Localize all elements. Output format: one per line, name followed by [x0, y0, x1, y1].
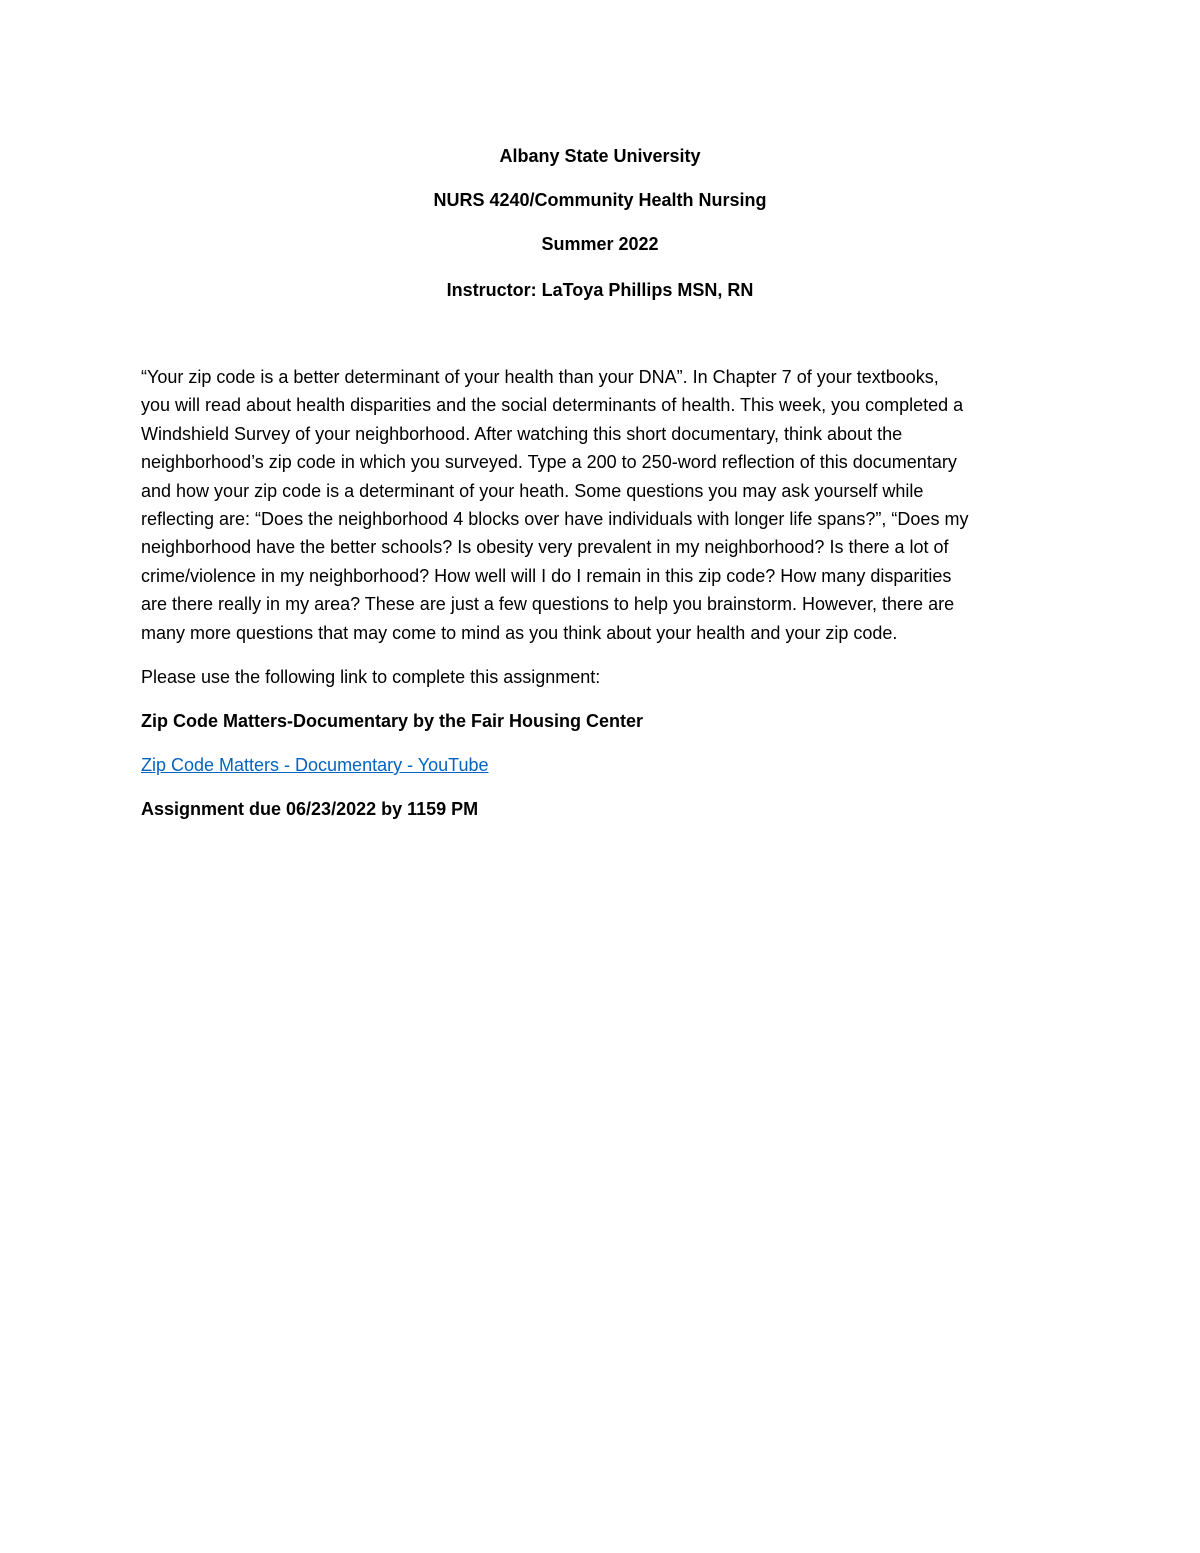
prompt-line: are there really in my area? These are just a few questions to help you brainstorm. However, there are	[141, 594, 955, 615]
prompt-line: crime/violence in my neighborhood? How well will I do I remain in this zip code? How many disparities	[141, 565, 952, 586]
prompt-line: and how your zip code is a determinant of your heath. Some questions you may ask yourself while	[141, 480, 924, 501]
prompt-line: Windshield Survey of your neighborhood. After watching this short documentary, think about the	[141, 423, 903, 444]
prompt-line: reflecting are: “Does the neighborhood 4 blocks over have individuals with longer life spans?”, “Does my	[141, 508, 969, 529]
due-date: Assignment due 06/23/2022 by 1159 PM	[141, 799, 479, 819]
video-title: Zip Code Matters-Documentary by the Fair Housing Center	[141, 711, 644, 731]
instructor: Instructor: LaToya Phillips MSN, RN	[446, 280, 754, 300]
youtube-link[interactable]: Zip Code Matters - Documentary - YouTube	[141, 755, 489, 775]
prompt-line: neighborhood’s zip code in which you surveyed. Type a 200 to 250-word reflection of this documentary	[141, 452, 957, 473]
link-intro: Please use the following link to complete this assignment:	[141, 667, 601, 687]
prompt-line: neighborhood have the better schools? Is obesity very prevalent in my neighborhood? Is there a lot of	[141, 537, 949, 558]
term: Summer 2022	[541, 234, 659, 254]
prompt-line: “Your zip code is a better determinant of your health than your DNA”. In Chapter 7 of your textbooks,	[141, 367, 939, 387]
prompt-line: you will read about health disparities and the social determinants of health. This week, you completed a	[141, 395, 964, 416]
prompt-line: many more questions that may come to mind as you think about your health and your zip code.	[141, 622, 898, 643]
assignment-prompt	[141, 363, 1061, 647]
university-name: Albany State University	[499, 146, 701, 166]
course-title: NURS 4240/Community Health Nursing	[433, 190, 767, 210]
